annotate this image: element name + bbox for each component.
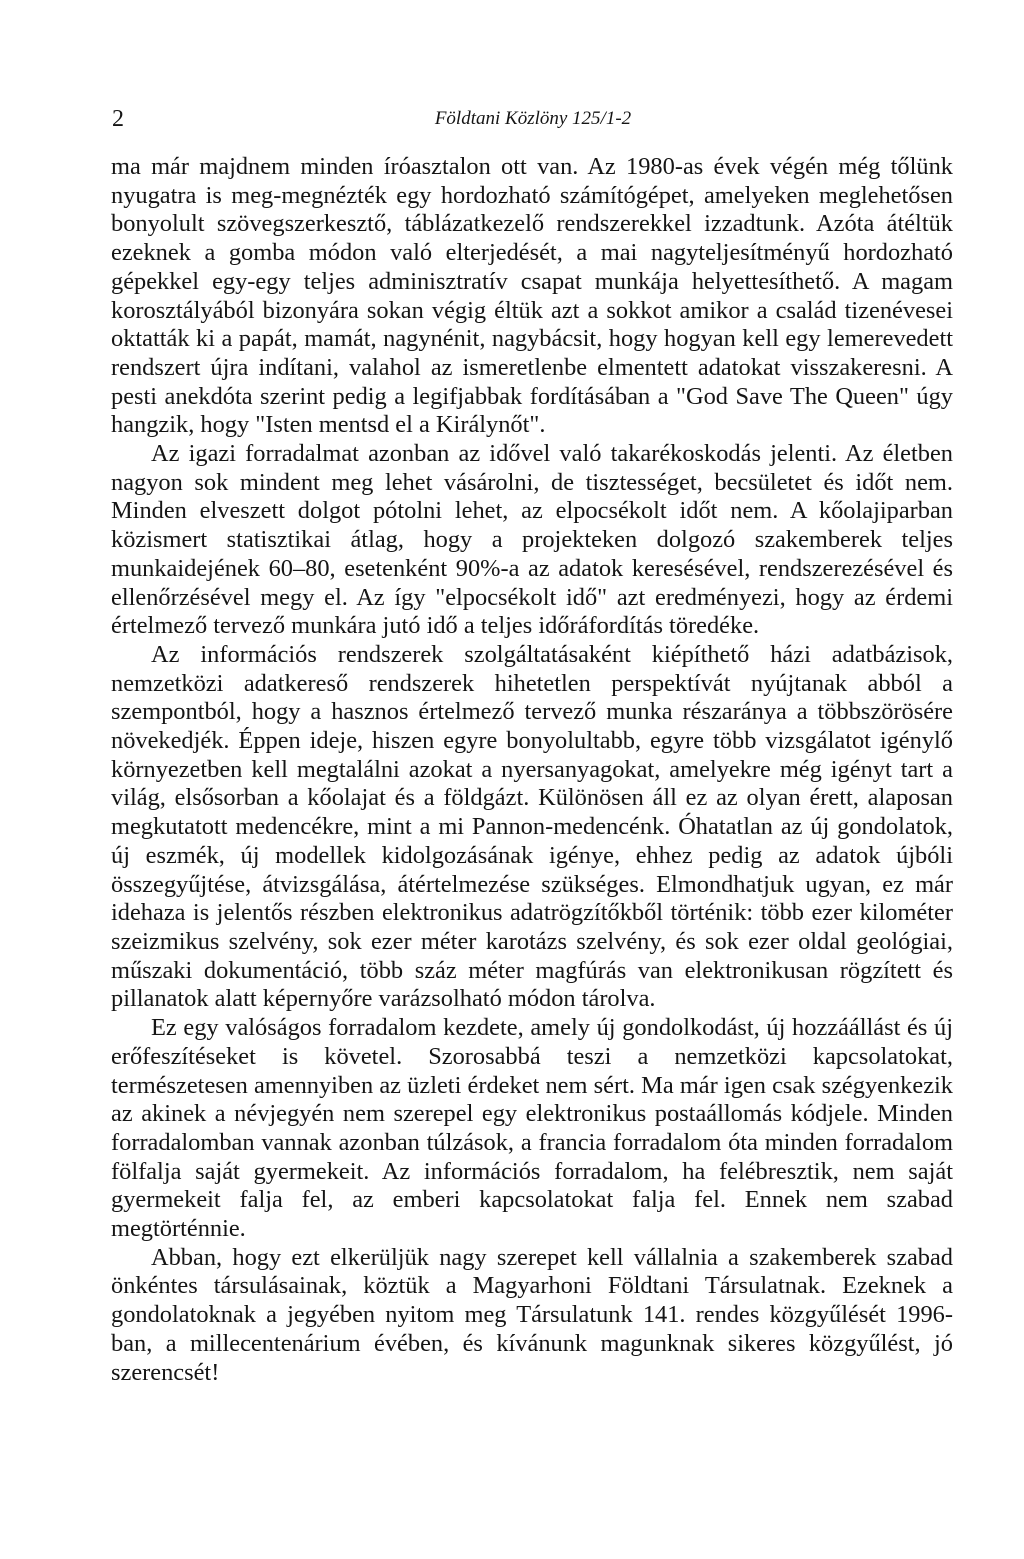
paragraph: Abban, hogy ezt elkerüljük nagy szerepet kell vállalnia a szakemberek szabad önkéntes társulásainak, köztük a Magyarhoni Földtani Társulatnak. Ezeknek a gondolatoknak a jegyében nyitom meg Társulatunk 141. rendes közgyűlését 1996-ban, a millecentenárium évében, és kívánunk magunknak sikeres közgyűlést, jó szerencsét! xyxy=(111,1243,953,1386)
paragraph: Ez egy valóságos forradalom kezdete, amely új gondolkodást, új hozzáállást és új erőfeszítéseket is követel. Szorosabbá teszi a nemzetközi kapcsolatokat, természetesen amennyiben az üzleti érdeket nem sért. Ma már igen csak szégyenkezik az akinek a névjegyén nem szerepel egy elektronikus postaállomás kódjele. Minden forradalomban vannak azonban túlzások, a francia forradalom óta minden forradalom fölfalja saját gyermekeit. Az információs forradalom, ha felébresztik, nem saját gyermekeit falja fel, az emberi kapcsolatokat falja fel. Ennek nem szabad megtörténnie. xyxy=(111,1014,953,1243)
paragraph: Az információs rendszerek szolgáltatásaként kiépíthető házi adatbázisok, nemzetközi adatkereső rendszerek hihetetlen perspektívát nyújtanak abból a szempontból, hogy a hasznos értelmező tervező munka részaránya a többszörösére növekedjék. Éppen ideje, hiszen egyre bonyolultabb, egyre több vizsgálatot igénylő környezetben kell megtalálni azokat a nyersanyagokat, amelyekre még igényt tart a világ, elsősorban a kőolajat és a földgázt. Különösen áll ez az olyan érett, alaposan megkutatott medencékre, mint a mi Pannon-medencénk. Óhatatlan az új gondolatok, új eszmék, új modellek kidolgozásának igénye, ehhez pedig az adatok újbóli összegyűjtése, átvizsgálása, átértelmezése szükséges. Elmondhatjuk ugyan, ez már idehaza is jelentős részben elektronikus adatrögzítőkből történik: több ezer kilométer szeizmikus szelvény, sok ezer méter karotázs szelvény, és sok ezer oldal geológiai, műszaki dokumentáció, több száz méter magfúrás van elektronikusan rögzített és pillanatok alatt képernyőre varázsolható módon tárolva. xyxy=(111,640,953,1013)
page-header xyxy=(112,104,954,134)
page-number: 2 xyxy=(112,106,124,132)
running-head: Földtani Közlöny 125/1-2 xyxy=(434,108,632,129)
paragraph: ma már majdnem minden íróasztalon ott van. Az 1980-as évek végén még tőlünk nyugatra is meg-megnézték egy hordozható számítógépet, amelyeken meglehetősen bonyolult szövegszerkesztő, táblázatkezelő rendszerekkel izzadtunk. Azóta átéltük ezeknek a gomba módon való elterjedését, a mai nagyteljesítményű hordozható gépekkel egy-egy teljes adminisztratív csapat munkája helyettesíthető. A magam korosztályából bizonyára sokan végig éltük azt a sokkot amikor a család tizenévesei oktatták ki a papát, mamát, nagynénit, nagybácsit, hogy hogyan kell egy lemerevedett rendszert újra indítani, valahol az ismeretlenbe elmentett adatokat visszakeresni. A pesti anekdóta szerint pedig a legifjabbak fordításában a "God Save The Queen" úgy hangzik, hogy "Isten mentsd el a Királynőt". xyxy=(111,153,953,439)
paragraph: Az igazi forradalmat azonban az idővel való takarékoskodás jelenti. Az életben nagyon sok mindent meg lehet vásárolni, de tisztességet, becsületet és időt nem. Minden elveszett dolgot pótolni lehet, az elpocsékolt időt nem. A kőolajiparban közismert statisztikai átlag, hogy a projekteken dolgozó szakemberek teljes munkaidejének 60–80, esetenként 90%-a az adatok keresésével, rendszerezésével és ellenőrzésével megy el. Az így "elpocsékolt idő" azt eredményezi, hogy az érdemi értelmező tervező munkára jutó idő a teljes időráfordítás töredéke. xyxy=(111,440,953,640)
article-body xyxy=(111,153,953,1387)
